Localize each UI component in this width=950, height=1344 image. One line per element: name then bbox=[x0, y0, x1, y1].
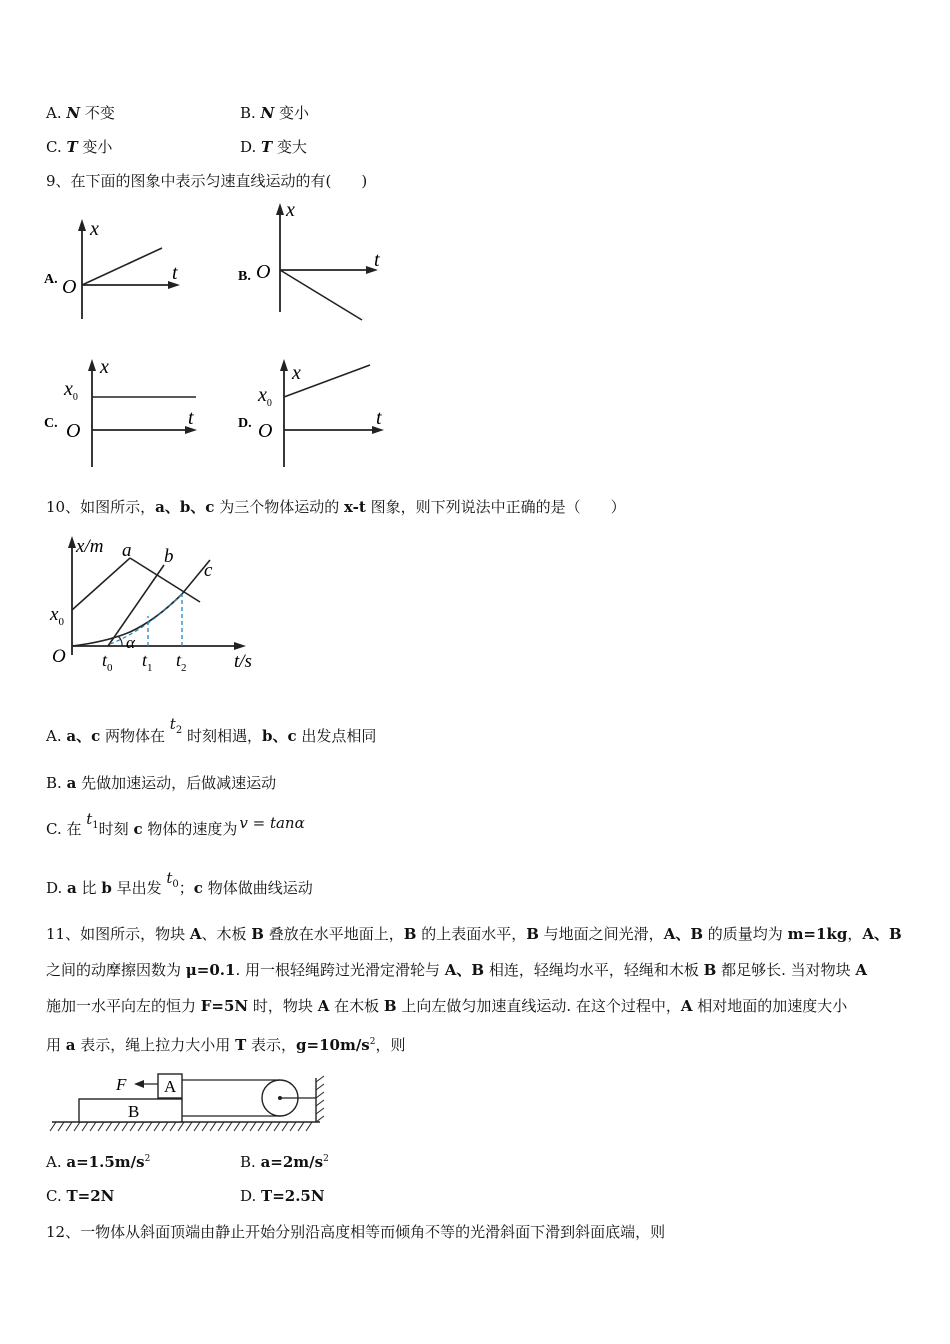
q9a-t-label: t bbox=[172, 262, 178, 284]
q9b-x-label: x bbox=[286, 199, 295, 221]
q10-t2: $t_2$ bbox=[176, 650, 187, 674]
q8-option-a: A. N 不变 bbox=[46, 104, 115, 122]
q10-option-b: B. a 先做加速运动，后做减速运动 bbox=[46, 774, 277, 792]
q10-ylabel: x/m bbox=[76, 536, 104, 557]
q9b-t-label: t bbox=[374, 249, 380, 271]
q9d-x0-label: $x_0$ bbox=[258, 384, 272, 409]
q11-label-b: B bbox=[128, 1102, 140, 1121]
q11-force-label: F bbox=[116, 1075, 127, 1094]
q9d-origin: O bbox=[258, 420, 273, 442]
q10-t0: $t_0$ bbox=[102, 650, 113, 674]
q9-graph-b bbox=[238, 198, 398, 323]
q9-graph-c bbox=[44, 355, 209, 470]
q11-question: 11、如图所示，物块 A、木板 B 叠放在水平地面上，B 的上表面水平，B 与地面之间光滑，A、B 的质量均为 m=1kg，A、B 之间的动摩擦因数为 μ=0.1. 用一根轻绳跨过光滑定滑轮与 A、B 相连，轻绳均水平，轻绳和木板 B 都足够长. 当对物块 A 施加一水平向左的恒力 F=5N 时，物块 A 在木板 B 上向左做匀加速直线运动. 在这个过程中，A 相对地面的加速度大小 用 a 表示，绳上拉力大小用 T 表示，$g=10m/s^2$，则 bbox=[46, 925, 902, 1054]
q8-option-c: C. T 变小 bbox=[46, 138, 113, 156]
q8-option-d: D. T 变大 bbox=[240, 138, 307, 156]
q9-label-b: B. bbox=[238, 269, 251, 284]
q9c-x-label: x bbox=[100, 356, 109, 378]
q10-option-d: D. a 比 b 早出发 $t^0$；c 物体做曲线运动 bbox=[46, 869, 313, 897]
q10-line-a bbox=[72, 558, 130, 610]
q10-line-b bbox=[108, 565, 164, 646]
q10-label-b: b bbox=[164, 546, 174, 567]
q9-graph-a bbox=[44, 215, 204, 325]
q9c-origin: O bbox=[66, 420, 81, 442]
q8-option-b: B. N 变小 bbox=[240, 104, 310, 122]
q9a-x-label: x bbox=[90, 218, 99, 240]
q10-option-a: A. a、c 两物体在 $t^2$ 时刻相遇，b、c 出发点相同 bbox=[46, 715, 377, 745]
q9-label-a: A. bbox=[44, 272, 58, 287]
q9-label-d: D. bbox=[238, 416, 252, 431]
q10-xlabel: t/s bbox=[234, 651, 252, 672]
q11-option-b: B. $a=2m/s^2$ bbox=[240, 1153, 329, 1171]
q10-question: 10、如图所示，a、b、c 为三个物体运动的 x-t 图象，则下列说法中正确的是（ ） bbox=[46, 498, 626, 516]
q10-option-c: C. 在 $t^1$时刻 c 物体的速度为 v = tanα bbox=[46, 810, 305, 838]
q9-graph-d bbox=[238, 355, 398, 470]
q10-t1: $t_1$ bbox=[142, 650, 153, 674]
q10-x0: $x_0$ bbox=[50, 604, 64, 628]
q9d-t-label: t bbox=[376, 407, 382, 429]
q11-option-c: C. T=2N bbox=[46, 1187, 115, 1205]
q9-label-c: C. bbox=[44, 416, 58, 431]
q9a-origin: O bbox=[62, 276, 77, 298]
q9-question: 9、在下面的图象中表示匀速直线运动的有( ) bbox=[46, 172, 368, 190]
q11-option-a: A. $a=1.5m/s^2$ bbox=[46, 1153, 151, 1171]
q9c-t-label: t bbox=[188, 407, 194, 429]
q11-option-d: D. T=2.5N bbox=[240, 1187, 325, 1205]
q11-figure bbox=[48, 1068, 328, 1138]
q10-label-a: a bbox=[122, 540, 132, 561]
q10-origin: O bbox=[52, 646, 66, 667]
q12-question: 12、一物体从斜面顶端由静止开始分别沿高度相等而倾角不等的光滑斜面下滑到斜面底端，则 bbox=[46, 1223, 666, 1241]
q10-curve-c bbox=[72, 560, 210, 646]
q11-label-a: A bbox=[164, 1077, 177, 1096]
q9b-origin: O bbox=[256, 261, 271, 283]
q10-label-c: c bbox=[204, 560, 213, 581]
q9c-x0-label: $x_0$ bbox=[64, 378, 78, 403]
q10-alpha: α bbox=[126, 633, 135, 652]
q9d-x-label: x bbox=[292, 362, 301, 384]
q10-graph bbox=[46, 530, 266, 680]
